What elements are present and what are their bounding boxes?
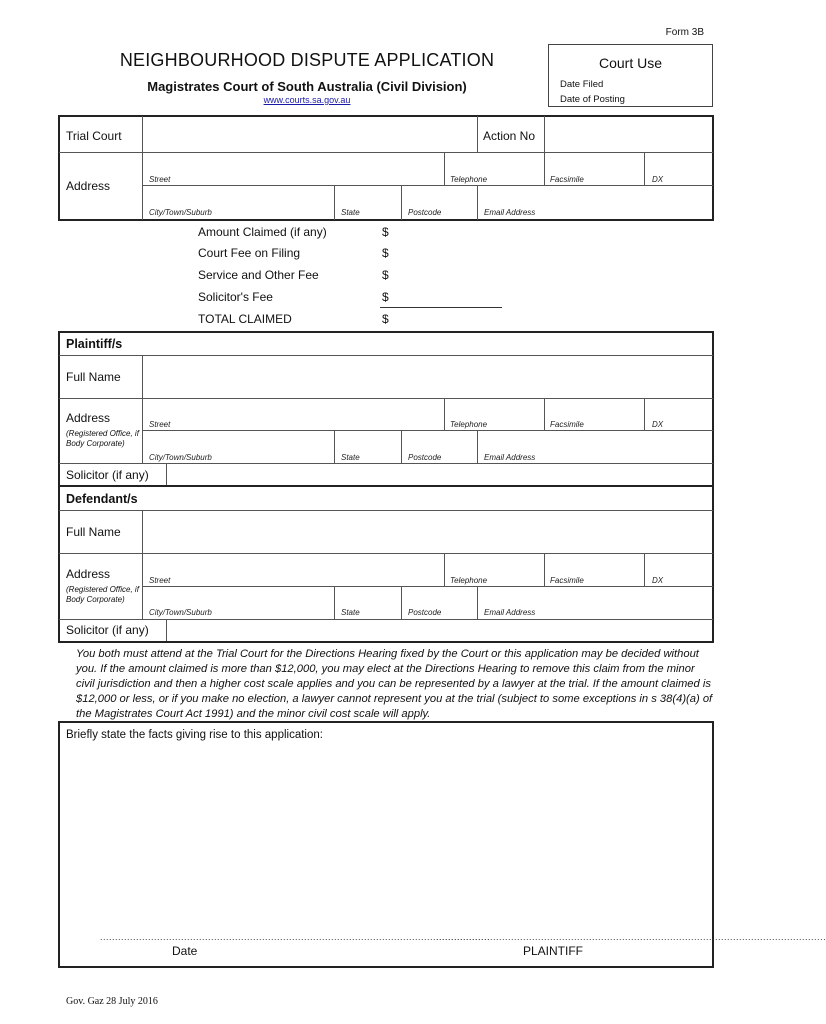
attendance-notice: You both must attend at the Trial Court for the Directions Hearing fixed by the Court or this application may be decided without you. If the amount claimed is more than $12,000, you may elect at the Directions Hearing to remove this claim from the minor civil jurisdiction and then a higher cost scale applies and you can be represented by a lawyer at the trial. If the amount claimed is $12,000 or less, or if you make no election, a lawyer cannot represent you at the trial (subject to some exceptions in s 38(4)(a) of the Magistrates Court Act 1991) and the minor civil cost scale will apply.: [76, 648, 713, 720]
dx-label: DX: [652, 576, 664, 585]
telephone-label: Telephone: [450, 420, 488, 429]
action-no-field[interactable]: [546, 118, 712, 151]
trial-court-address-label: Address: [66, 179, 111, 193]
postcode-label: Postcode: [408, 208, 442, 217]
date-signature-line[interactable]: ..................................................................................................................................: [100, 932, 491, 942]
form-title: NEIGHBOURHOOD DISPUTE APPLICATION: [119, 50, 495, 70]
solicitor-fee-label: Solicitor's Fee: [198, 290, 273, 304]
date-label: Date: [172, 944, 198, 958]
street-label: Street: [149, 175, 171, 184]
total-claimed-label: TOTAL CLAIMED: [198, 312, 292, 326]
total-claimed-field[interactable]: [394, 309, 502, 327]
facsimile-label: Facsimile: [550, 175, 584, 184]
court-website-link[interactable]: www.courts.sa.gov.au: [263, 95, 351, 105]
service-fee-field[interactable]: [394, 265, 502, 283]
currency-symbol: $: [382, 290, 389, 304]
court-fee-label: Court Fee on Filing: [198, 246, 301, 260]
street-label: Street: [149, 420, 171, 429]
defendant-heading: Defendant/s: [66, 492, 138, 506]
plaintiff-full-name-label: Full Name: [66, 370, 121, 384]
dx-label: DX: [652, 420, 664, 429]
date-filed-label: Date Filed: [560, 79, 604, 90]
facts-prompt: Briefly state the facts giving rise to this application:: [66, 729, 323, 741]
court-name: Magistrates Court of South Australia (Civil Division): [147, 79, 467, 94]
plaintiff-full-name-field[interactable]: [144, 357, 712, 397]
amount-claimed-field[interactable]: [394, 222, 502, 240]
trial-court-label: Trial Court: [66, 129, 122, 143]
service-fee-label: Service and Other Fee: [198, 268, 319, 282]
defendant-address-note: (Registered Office, if Body Corporate): [66, 585, 139, 604]
court-use-box: [548, 44, 713, 107]
form-number: Form 3B: [665, 27, 704, 38]
court-use-title: Court Use: [598, 55, 663, 71]
city-label: City/Town/Suburb: [149, 208, 212, 217]
plaintiff-heading: Plaintiff/s: [66, 337, 123, 351]
city-label: City/Town/Suburb: [149, 608, 212, 617]
plaintiff-address-note: (Registered Office, if Body Corporate): [66, 429, 139, 448]
plaintiff-solicitor-label: Solicitor (if any): [66, 468, 149, 482]
telephone-label: Telephone: [450, 576, 488, 585]
defendant-full-name-label: Full Name: [66, 525, 121, 539]
postcode-label: Postcode: [408, 608, 442, 617]
facsimile-label: Facsimile: [550, 576, 584, 585]
currency-symbol: $: [382, 225, 389, 239]
action-no-label: Action No: [483, 129, 536, 143]
plaintiff-signature-line[interactable]: ..................................................................................................................................: [436, 932, 826, 942]
facsimile-label: Facsimile: [550, 420, 584, 429]
email-label: Email Address: [484, 608, 536, 617]
defendant-solicitor-label: Solicitor (if any): [66, 623, 149, 637]
postcode-label: Postcode: [408, 453, 442, 462]
email-label: Email Address: [484, 453, 536, 462]
subtotal-rule: [380, 307, 502, 308]
plaintiff-address-label: Address: [66, 411, 111, 425]
currency-symbol: $: [382, 246, 389, 260]
trial-court-field[interactable]: [144, 118, 476, 151]
court-fee-field[interactable]: [394, 243, 502, 261]
defendant-full-name-field[interactable]: [144, 512, 712, 552]
dx-label: DX: [652, 175, 664, 184]
gazette-reference: Gov. Gaz 28 July 2016: [66, 996, 158, 1007]
state-label: State: [341, 208, 360, 217]
facts-textarea[interactable]: [62, 746, 710, 926]
city-label: City/Town/Suburb: [149, 453, 212, 462]
currency-symbol: $: [382, 268, 389, 282]
currency-symbol: $: [382, 312, 389, 326]
plaintiff-solicitor-field[interactable]: [168, 465, 712, 484]
date-of-posting-label: Date of Posting: [560, 94, 625, 105]
amount-claimed-label: Amount Claimed (if any): [198, 225, 327, 239]
solicitor-fee-field[interactable]: [394, 287, 502, 305]
street-label: Street: [149, 576, 171, 585]
defendant-solicitor-field[interactable]: [168, 621, 712, 640]
email-label: Email Address: [484, 208, 536, 217]
plaintiff-signature-label: PLAINTIFF: [523, 944, 584, 958]
defendant-address-label: Address: [66, 567, 111, 581]
state-label: State: [341, 608, 360, 617]
state-label: State: [341, 453, 360, 462]
telephone-label: Telephone: [450, 175, 488, 184]
